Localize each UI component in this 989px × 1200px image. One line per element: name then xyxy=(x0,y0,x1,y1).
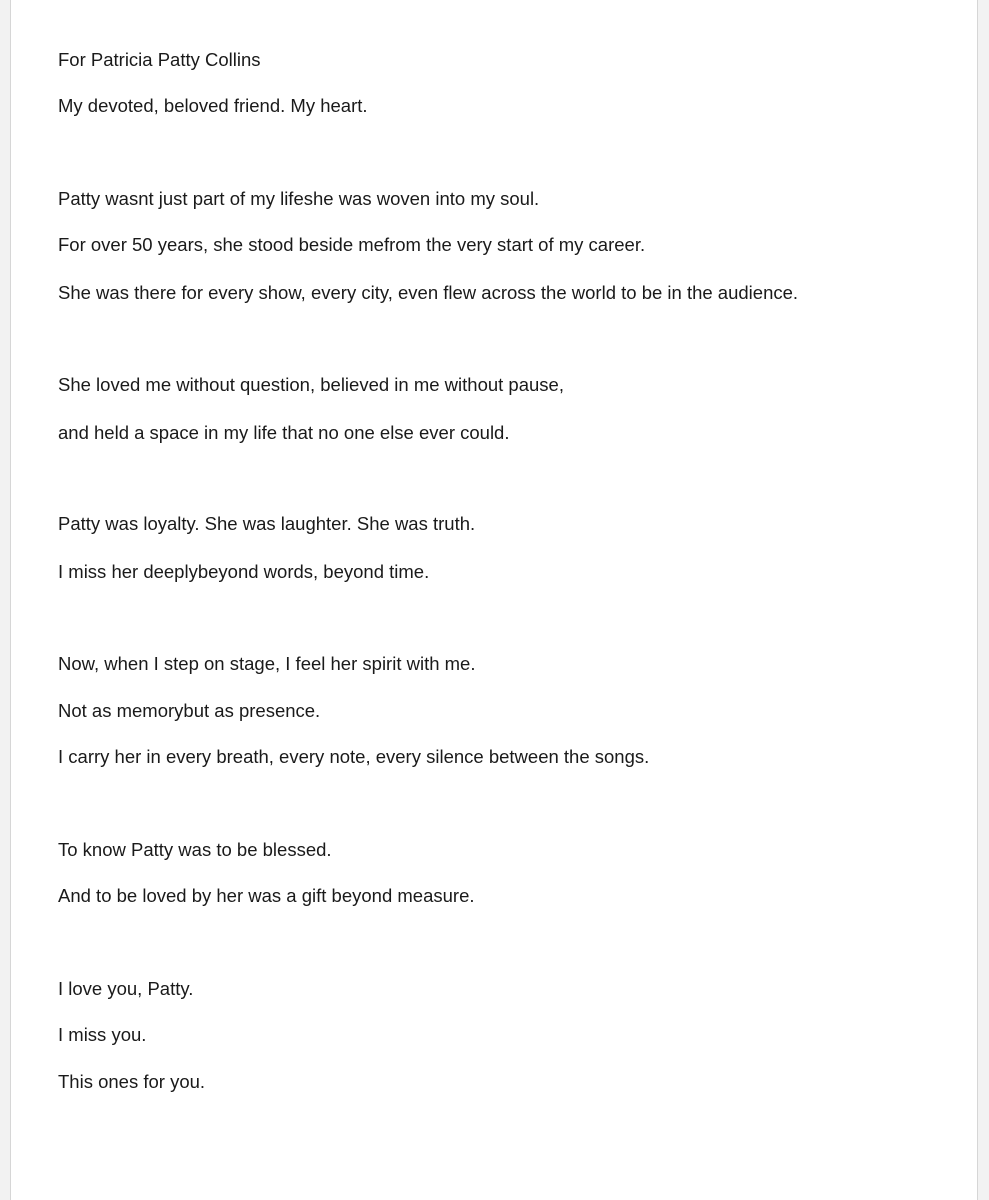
text-line: My devoted, beloved friend. My heart. xyxy=(58,95,368,116)
text-line: She was there for every show, every city, even flew across the world to be in the audience. xyxy=(58,282,799,303)
document-title: For Patricia Patty Collins xyxy=(58,49,261,70)
text-line: I miss you. xyxy=(58,1024,147,1045)
text-line: I love you, Patty. xyxy=(58,978,194,999)
text-line: To know Patty was to be blessed. xyxy=(58,839,332,860)
text-line: This ones for you. xyxy=(58,1071,206,1092)
text-line: Not as memorybut as presence. xyxy=(58,700,321,721)
text-line: She loved me without question, believed in me without pause, xyxy=(58,374,564,395)
text-line: Patty wasnt just part of my lifeshe was woven into my soul. xyxy=(58,188,540,209)
text-line: I miss her deeplybeyond words, beyond time. xyxy=(58,561,430,582)
text-line: For over 50 years, she stood beside mefrom the very start of my career. xyxy=(58,234,646,255)
text-line: And to be loved by her was a gift beyond measure. xyxy=(58,885,475,906)
text-line: Patty was loyalty. She was laughter. She was truth. xyxy=(58,513,476,534)
document-page xyxy=(10,0,978,1200)
text-line: I carry her in every breath, every note, every silence between the songs. xyxy=(58,746,650,767)
text-line: Now, when I step on stage, I feel her spirit with me. xyxy=(58,653,476,674)
text-line: and held a space in my life that no one else ever could. xyxy=(58,422,510,443)
